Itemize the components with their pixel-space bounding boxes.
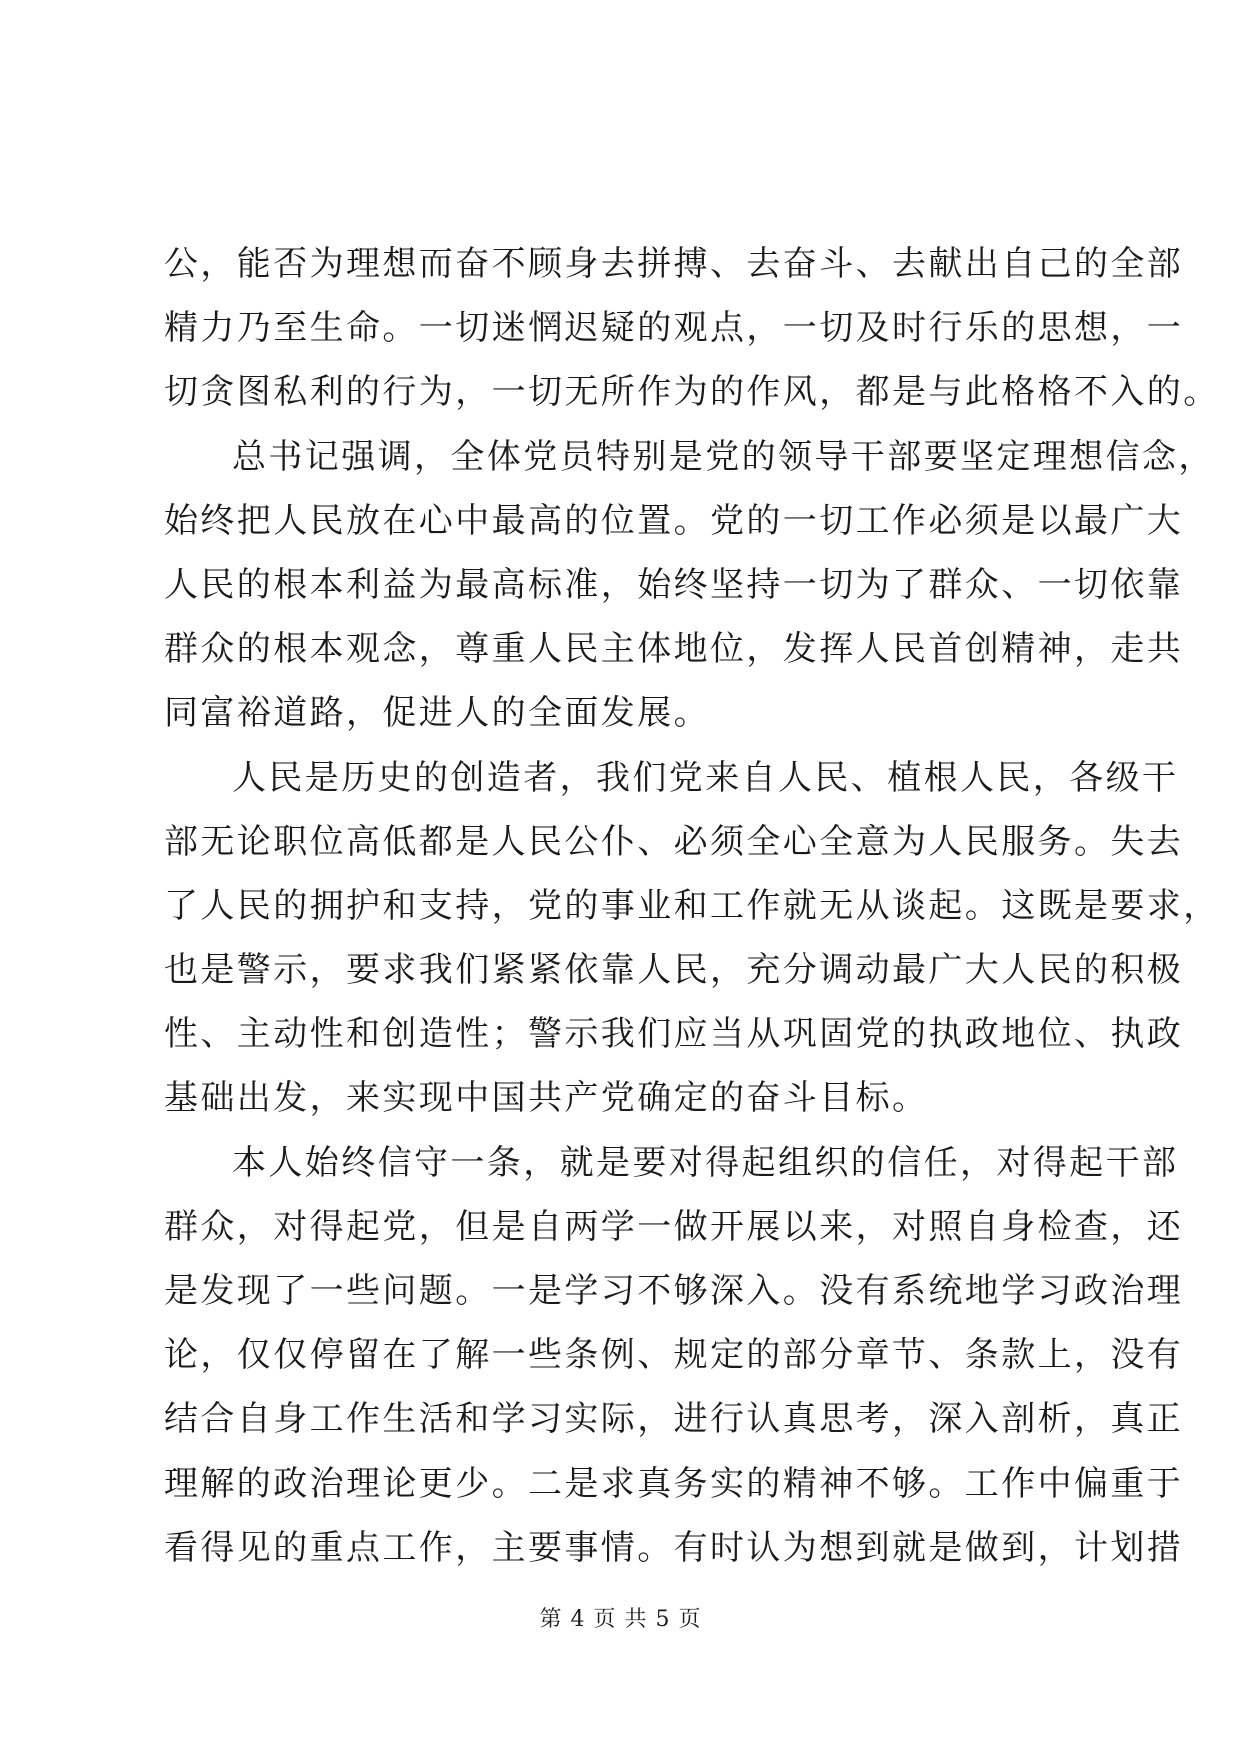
text-line: 公，能否为理想而奋不顾身去拼搏、去奋斗、去献出自己的全部 bbox=[164, 244, 1184, 284]
text-line: 切贪图私利的行为，一切无所作为的作风，都是与此格格不入的。 bbox=[164, 372, 1220, 413]
text-line: 群众的根本观念，尊重人民主体地位，发挥人民首创精神，走共 bbox=[164, 629, 1184, 670]
text-line: 基础出发，来实现中国共产党确定的奋斗目标。 bbox=[164, 1078, 929, 1119]
paragraph-first-line: 人民是历史的创造者，我们党来自人民、植根人民，各级干 bbox=[232, 757, 1179, 798]
text-line: 群众，对得起党，但是自两学一做开展以来，对照自身检查，还 bbox=[164, 1206, 1184, 1247]
text-line: 看得见的重点工作，主要事情。有时认为想到就是做到，计划措 bbox=[164, 1527, 1184, 1568]
text-line: 同富裕道路，促进人的全面发展。 bbox=[164, 693, 710, 734]
text-line: 结合自身工作生活和学习实际，进行认真思考，深入剖析，真正 bbox=[164, 1399, 1184, 1440]
paragraph-first-line: 总书记强调，全体党员特别是党的领导干部要坚定理想信念， bbox=[232, 436, 1215, 477]
text-line: 了人民的拥护和支持，党的事业和工作就无从谈起。这既是要求， bbox=[164, 885, 1220, 926]
text-line: 理解的政治理论更少。二是求真务实的精神不够。工作中偏重于 bbox=[164, 1463, 1184, 1504]
text-line: 也是警示，要求我们紧紧依靠人民，充分调动最广大人民的积极 bbox=[164, 950, 1184, 991]
page-footer: 第 4 页 共 5 页 bbox=[539, 1607, 702, 1632]
text-line: 精力乃至生命。一切迷惘迟疑的观点，一切及时行乐的思想，一 bbox=[164, 308, 1184, 349]
document-body bbox=[164, 232, 1220, 1580]
text-line: 性、主动性和创造性；警示我们应当从巩固党的执政地位、执政 bbox=[164, 1014, 1184, 1055]
text-line: 始终把人民放在心中最高的位置。党的一切工作必须是以最广大 bbox=[164, 500, 1184, 541]
paragraph-first-line: 本人始终信守一条，就是要对得起组织的信任，对得起干部 bbox=[232, 1142, 1179, 1183]
text-line: 论，仅仅停留在了解一些条例、规定的部分章节、条款上，没有 bbox=[164, 1335, 1184, 1376]
text-line: 人民的根本利益为最高标准，始终坚持一切为了群众、一切依靠 bbox=[164, 564, 1184, 605]
text-line: 是发现了一些问题。一是学习不够深入。没有系统地学习政治理 bbox=[164, 1271, 1184, 1311]
text-line: 部无论职位高低都是人民公仆、必须全心全意为人民服务。失去 bbox=[164, 821, 1184, 862]
